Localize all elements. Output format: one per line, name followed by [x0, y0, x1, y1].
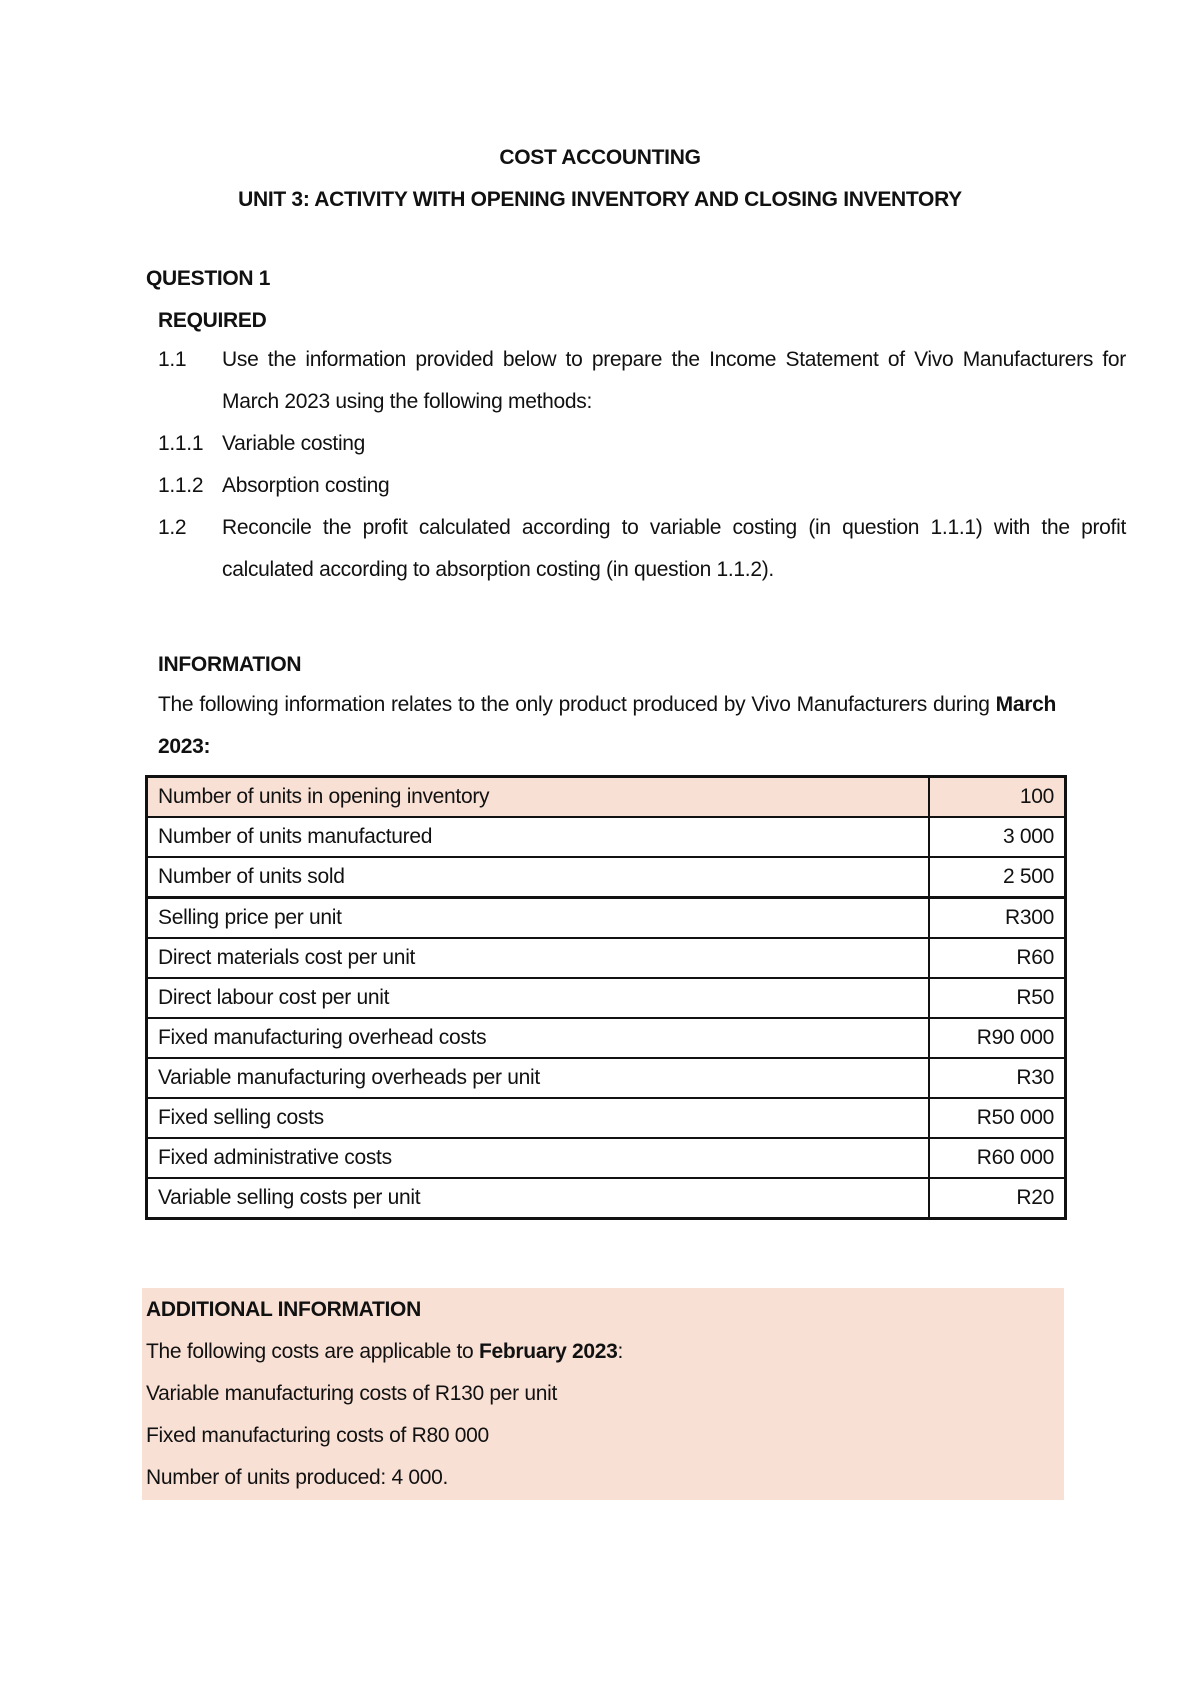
table-row	[147, 1018, 1066, 1058]
item-number: 1.2	[158, 516, 187, 539]
row-value: R60 000	[929, 1138, 1066, 1178]
row-value: R50 000	[929, 1098, 1066, 1138]
row-value: R20	[929, 1178, 1066, 1219]
row-value: 2 500	[929, 857, 1066, 898]
document-title: COST ACCOUNTING	[499, 146, 701, 169]
additional-information-box	[142, 1288, 1064, 1500]
additional-intro-period: February 2023	[478, 1340, 618, 1363]
table-row	[147, 898, 1066, 939]
item-text: Use the information provided below to prepare the Income Statement of Vivo Manufacturers for March 2023 using the following methods:	[222, 348, 1126, 413]
row-value: R30	[929, 1058, 1066, 1098]
question-heading: QUESTION 1	[146, 267, 271, 290]
item-number: 1.1	[158, 348, 187, 371]
row-label: Number of units in opening inventory	[147, 777, 930, 818]
row-label: Direct labour cost per unit	[147, 978, 930, 1018]
item-text: Reconcile the profit calculated according to variable costing (in question 1.1.1) with the profit calculated according to absorption costing (in question 1.1.2).	[222, 516, 1126, 581]
additional-information-line: Fixed manufacturing costs of R80 000	[146, 1424, 489, 1447]
required-heading: REQUIRED	[158, 309, 267, 332]
table-row	[147, 777, 1066, 818]
table-row	[147, 1058, 1066, 1098]
table-row	[147, 938, 1066, 978]
table-row	[147, 1098, 1066, 1138]
row-label: Variable selling costs per unit	[147, 1178, 930, 1219]
additional-information-intro	[146, 1340, 623, 1364]
additional-information-heading: ADDITIONAL INFORMATION	[146, 1298, 421, 1321]
information-intro-text: The following information relates to the only product produced by Vivo Manufacturers during	[158, 693, 990, 716]
table-row	[147, 1138, 1066, 1178]
row-label: Number of units manufactured	[147, 817, 930, 857]
row-value: R300	[929, 898, 1066, 939]
table-row	[147, 978, 1066, 1018]
additional-information-line: Variable manufacturing costs of R130 per unit	[146, 1382, 558, 1405]
item-number: 1.1.1	[158, 432, 204, 455]
item-text: Variable costing	[222, 432, 366, 455]
row-label: Selling price per unit	[147, 898, 930, 939]
table-row	[147, 857, 1066, 898]
information-intro	[158, 684, 1056, 768]
table-row	[147, 817, 1066, 857]
information-heading: INFORMATION	[158, 653, 302, 676]
row-label: Number of units sold	[147, 857, 930, 898]
row-value: R50	[929, 978, 1066, 1018]
document-subtitle: UNIT 3: ACTIVITY WITH OPENING INVENTORY AND CLOSING INVENTORY	[238, 188, 962, 211]
additional-intro-text: The following costs are applicable to	[146, 1340, 474, 1363]
information-table	[145, 775, 1067, 1220]
information-intro-period: March 2023:	[158, 693, 1056, 758]
row-value: R90 000	[929, 1018, 1066, 1058]
item-number: 1.1.2	[158, 474, 204, 497]
row-value: 100	[929, 777, 1066, 818]
row-label: Variable manufacturing overheads per unit	[147, 1058, 930, 1098]
row-value: 3 000	[929, 817, 1066, 857]
row-label: Fixed administrative costs	[147, 1138, 930, 1178]
row-label: Direct materials cost per unit	[147, 938, 930, 978]
row-label: Fixed manufacturing overhead costs	[147, 1018, 930, 1058]
item-text: Absorption costing	[222, 474, 390, 497]
additional-information-line: Number of units produced: 4 000.	[146, 1466, 449, 1489]
additional-intro-suffix: :	[617, 1340, 624, 1363]
row-label: Fixed selling costs	[147, 1098, 930, 1138]
table-row	[147, 1178, 1066, 1219]
row-value: R60	[929, 938, 1066, 978]
